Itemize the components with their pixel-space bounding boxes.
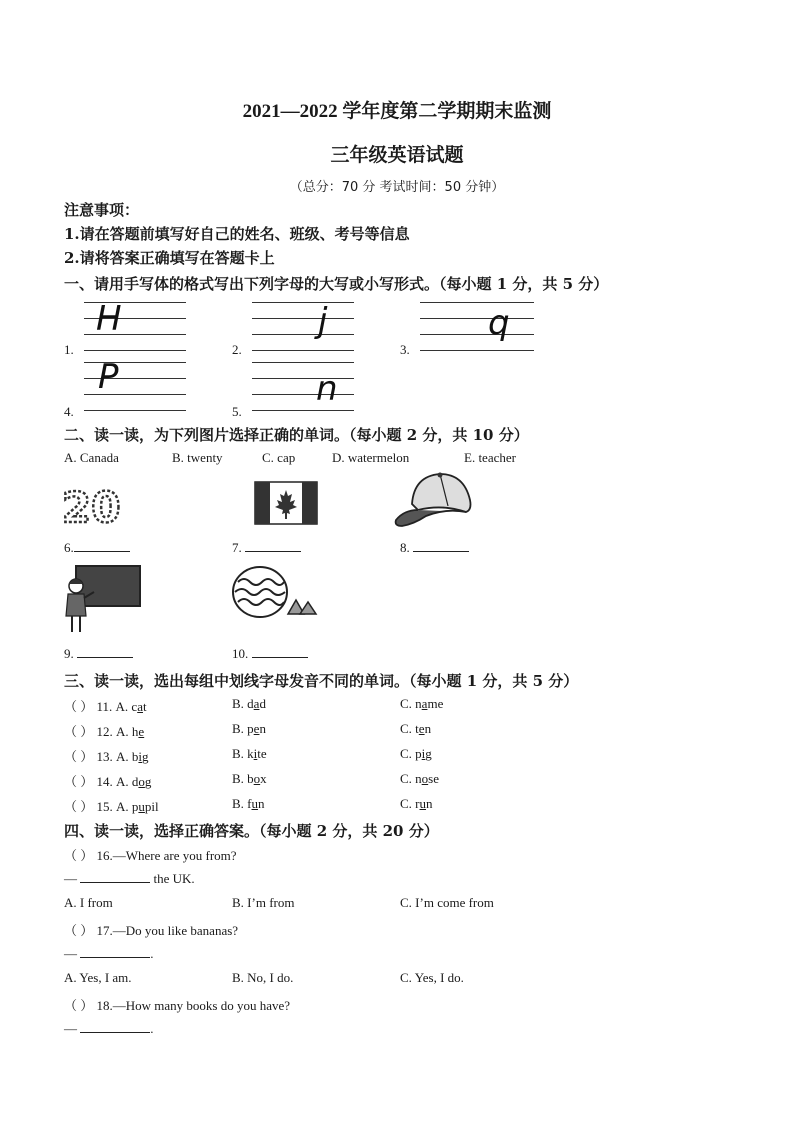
item-number: 6. xyxy=(64,539,130,556)
option-c: C. I’m come from xyxy=(400,895,494,910)
question-row: （ ） 13. A. big xyxy=(64,749,149,764)
answer-blank[interactable] xyxy=(77,645,133,658)
option-b: B. dad xyxy=(232,696,266,711)
handwritten-letter: H xyxy=(96,299,122,339)
number-twenty-picture xyxy=(60,482,132,528)
watermelon-picture xyxy=(230,562,320,624)
note-item: 2.请将答案正确填写在答题卡上 xyxy=(64,249,275,267)
option-c: C. cap xyxy=(262,450,296,465)
option-b: B. fun xyxy=(232,796,265,811)
option-b: B. box xyxy=(232,771,267,786)
item-number: 1. xyxy=(64,342,74,357)
option-b: B. kite xyxy=(232,746,267,761)
option-e: E. teacher xyxy=(464,450,516,465)
option-a: A. Canada xyxy=(64,450,119,465)
note-item: 1.请在答题前填写好自己的姓名、班级、考号等信息 xyxy=(64,225,410,243)
option-c: C. name xyxy=(400,696,444,711)
option-b: B. No, I do. xyxy=(232,970,294,985)
answer-line: — . xyxy=(64,1021,154,1036)
option-c: C. ten xyxy=(400,721,432,736)
option-b: B. I’m from xyxy=(232,895,295,910)
writing-lines[interactable] xyxy=(252,360,354,416)
answer-paren[interactable]: （ ） xyxy=(64,724,94,739)
answer-blank[interactable] xyxy=(413,539,469,552)
option-c: C. pig xyxy=(400,746,432,761)
section1-heading: 一、请用手写体的格式写出下列字母的大写或小写形式。（每小题 1 分，共 5 分） xyxy=(64,275,609,293)
option-a: A. I from xyxy=(64,895,113,910)
question-row: （ ） 11. A. cat xyxy=(64,699,147,714)
option-d: D. watermelon xyxy=(332,450,410,465)
question-17: （ ） 17.—Do you like bananas? xyxy=(64,923,239,938)
item-number: 8. xyxy=(400,539,469,556)
number-twenty-text: 20 xyxy=(62,483,121,528)
option-a: A. Yes, I am. xyxy=(64,970,132,985)
item-number: 7. xyxy=(232,539,301,556)
handwritten-letter: q xyxy=(488,303,510,343)
option-c: C. run xyxy=(400,796,433,811)
option-b: B. twenty xyxy=(172,450,223,465)
answer-blank[interactable] xyxy=(80,870,150,883)
exam-info: （总分：70 分 考试时间：50 分钟） xyxy=(289,180,505,195)
answer-paren[interactable]: （ ） xyxy=(64,749,94,764)
section2-heading: 二、读一读，为下列图片选择正确的单词。（每小题 2 分，共 10 分） xyxy=(64,426,529,444)
option-b: B. pen xyxy=(232,721,266,736)
exam-title: 2021—2022 学年度第二学期期末监测 xyxy=(242,101,552,122)
answer-blank[interactable] xyxy=(245,539,301,552)
item-number: 2. xyxy=(232,342,242,357)
writing-lines[interactable] xyxy=(252,300,354,356)
question-row: （ ） 15. A. pupil xyxy=(64,799,159,814)
section4-heading: 四、读一读，选择正确答案。（每小题 2 分，共 20 分） xyxy=(64,822,439,840)
answer-paren[interactable]: （ ） xyxy=(64,923,94,938)
option-c: C. Yes, I do. xyxy=(400,970,464,985)
answer-paren[interactable]: （ ） xyxy=(64,774,94,789)
notes-heading: 注意事项： xyxy=(64,201,140,219)
item-number: 9. xyxy=(64,645,133,662)
answer-paren[interactable]: （ ） xyxy=(64,799,94,814)
handwritten-letter: P xyxy=(98,357,119,397)
teacher-picture xyxy=(60,562,144,636)
answer-blank[interactable] xyxy=(74,539,130,552)
answer-paren[interactable]: （ ） xyxy=(64,998,94,1013)
handwritten-letter: n xyxy=(316,369,338,409)
answer-blank[interactable] xyxy=(252,645,308,658)
answer-line: — . xyxy=(64,946,154,961)
exam-subtitle: 三年级英语试题 xyxy=(330,145,464,166)
item-number: 4. xyxy=(64,404,74,419)
question-row: （ ） 12. A. he xyxy=(64,724,145,739)
section3-heading: 三、读一读，选出每组中划线字母发音不同的单词。（每小题 1 分，共 5 分） xyxy=(64,672,579,690)
question-18: （ ） 18.—How many books do you have? xyxy=(64,998,291,1013)
writing-lines[interactable] xyxy=(420,300,534,356)
handwritten-letter: j xyxy=(318,301,328,341)
item-number: 5. xyxy=(232,404,242,419)
question-row: （ ） 14. A. dog xyxy=(64,774,152,789)
question-16: （ ） 16.—Where are you from? xyxy=(64,848,237,863)
answer-paren[interactable]: （ ） xyxy=(64,699,94,714)
answer-blank[interactable] xyxy=(80,1020,150,1033)
answer-blank[interactable] xyxy=(80,945,150,958)
cap-picture xyxy=(392,470,476,532)
item-number: 10. xyxy=(232,645,308,662)
option-c: C. nose xyxy=(400,771,440,786)
item-number: 3. xyxy=(400,342,410,357)
canada-flag-picture xyxy=(254,478,318,526)
answer-paren[interactable]: （ ） xyxy=(64,848,94,863)
answer-line: — the UK. xyxy=(64,871,195,886)
